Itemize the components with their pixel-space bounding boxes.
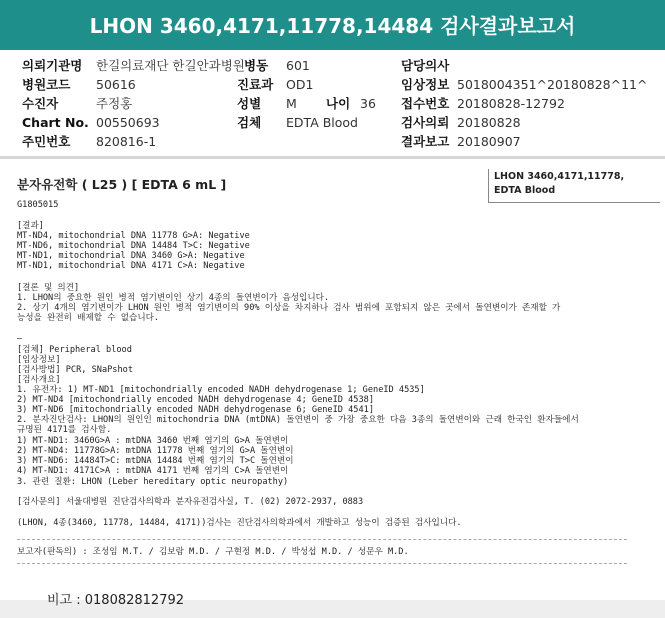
header-row-3 xyxy=(0,94,665,113)
label-doctor: 담당의사 xyxy=(401,58,450,73)
result-line: MT-ND6, mitochondrial DNA 14484 T>C: Negative xyxy=(17,241,250,251)
side-box-specimen: EDTA Blood xyxy=(494,185,556,196)
dashed-rule xyxy=(17,539,627,540)
header-row-4 xyxy=(0,113,665,132)
separator-dash: — xyxy=(17,334,23,344)
gene-line: 4) MT-ND1: 4171C>A : mtDNA 4171 번째 염기의 C>A 돌연변이 xyxy=(17,466,289,476)
result-header: [결과] xyxy=(17,221,44,231)
label-report-date: 결과보고 xyxy=(401,134,450,149)
value-clinical-info: 5018004351^20180828^11^ xyxy=(457,77,648,92)
value-ward: 601 xyxy=(286,58,310,73)
gene-line: 3. 관련 질환: LHON (Leber hereditary optic neuropathy) xyxy=(17,477,289,487)
remarks-note: 비고 : 018082812792 xyxy=(47,593,185,608)
value-report-date: 20180907 xyxy=(457,134,521,149)
value-hospital-code: 50616 xyxy=(96,77,136,92)
side-summary-box xyxy=(488,169,660,203)
side-box-test-name: LHON 3460,4171,11778, xyxy=(494,171,625,182)
label-department: 진료과 xyxy=(237,77,274,92)
value-specimen: EDTA Blood xyxy=(286,115,358,130)
header-row-1 xyxy=(0,56,665,75)
value-age: 36 xyxy=(360,96,376,111)
section-title: 분자유전학 ( L25 ) [ EDTA 6 mL ] xyxy=(17,177,227,192)
gene-line: 3) MT-ND6 [mitochondrially encoded NADH dehydrogenase 6; GeneID 4541] xyxy=(17,405,374,415)
label-specimen: 검체 xyxy=(237,115,262,130)
value-request-date: 20180828 xyxy=(457,115,521,130)
method-line: [검사방법] PCR, SNaPshot xyxy=(17,365,133,375)
gene-line: 2) MT-ND4 [mitochondrially encoded NADH dehydrogenase 4; GeneID 4538] xyxy=(17,395,374,405)
inquiry-line: [검사문의] 서울대병원 진단검사의학과 분자유전검사실, T. (02) 2072-2937, 0883 xyxy=(17,497,364,507)
clinical-line: [임상정보] xyxy=(17,355,61,365)
label-institution: 의뢰기관명 xyxy=(22,58,83,73)
gene-line: 1. 유전자: 1) MT-ND1 [mitochondrially encoded NADH dehydrogenase 1; GeneID 4535] xyxy=(17,385,425,395)
developed-line: (LHON, 4종(3460, 11778, 14484, 4171))검사는 진단검사의학과에서 개발하고 성능이 검증된 검사입니다. xyxy=(17,518,462,528)
gene-line: 규명된 4171를 검사함. xyxy=(17,425,112,435)
dashed-rule xyxy=(17,563,627,564)
value-patient: 주정홍 xyxy=(96,96,133,111)
value-receipt-number: 20180828-12792 xyxy=(457,96,565,111)
header-row-2 xyxy=(0,75,665,94)
gene-line: 2) MT-ND4: 11778G>A: mtDNA 11778 번째 염기의 G>A 돌연변이 xyxy=(17,446,294,456)
label-patient: 수진자 xyxy=(22,96,59,111)
patient-info-header xyxy=(0,50,665,156)
label-receipt-number: 접수번호 xyxy=(401,96,450,111)
opinion-header: [결론 및 의견] xyxy=(17,283,80,293)
opinion-line: 1. LHON의 중요한 원인 병적 염기변이인 상기 4종의 돌연변이가 음성입니다. xyxy=(17,293,330,303)
label-resident-number: 주민번호 xyxy=(22,134,71,149)
label-hospital-code: 병원코드 xyxy=(22,77,71,92)
label-chart-no: Chart No. xyxy=(22,115,89,130)
result-line: MT-ND1, mitochondrial DNA 4171 C>A: Negative xyxy=(17,261,245,271)
specimen-line: [검체] Peripheral blood xyxy=(17,345,132,355)
label-request-date: 검사의뢰 xyxy=(401,115,450,130)
result-line: MT-ND1, mitochondrial DNA 3460 G>A: Negative xyxy=(17,251,245,261)
header-row-5 xyxy=(0,132,665,151)
label-ward: 병동 xyxy=(244,58,269,73)
report-title: LHON 3460,4171,11778,14484 검사결과보고서 xyxy=(0,0,665,50)
sample-code: G1805015 xyxy=(17,200,59,210)
value-institution: 한길의료재단 한길안과병원 xyxy=(96,58,245,73)
report-body xyxy=(0,159,665,599)
label-sex: 성별 xyxy=(237,96,262,111)
gene-line: 2. 분자진단검사: LHON의 원인인 mitochondria DNA (mtDNA) 돌연변이 중 가장 중요한 다음 3종의 돌연변이와 근래 한국인 환자들에서 xyxy=(17,415,579,425)
label-age: 나이 xyxy=(326,96,351,111)
value-department: OD1 xyxy=(286,77,314,92)
result-line: MT-ND4, mitochondrial DNA 11778 G>A: Negative xyxy=(17,231,250,241)
opinion-line: 능성을 완전히 배제할 수 없습니다. xyxy=(17,313,160,323)
value-chart-no: 00550693 xyxy=(96,115,160,130)
reporters-line: 보고자(판독의) : 조성임 M.T. / 김보람 M.D. / 구현정 M.D. / 박성섭 M.D. / 성문우 M.D. xyxy=(17,547,409,557)
label-clinical-info: 임상정보 xyxy=(401,77,450,92)
value-resident-number: 820816-1 xyxy=(96,134,157,149)
value-sex: M xyxy=(286,96,297,111)
gene-line: 3) MT-ND6: 14484T>C: mtDNA 14484 번째 염기의 T>C 돌연변이 xyxy=(17,456,294,466)
opinion-line: 2. 상기 4개의 염기변이가 LHON 원인 병적 염기변이의 90% 이상을 차지하나 검사 범위에 포함되지 않은 곳에서 돌연변이가 존재할 가 xyxy=(17,303,561,313)
overview-line: [검사개요] xyxy=(17,375,61,385)
gene-line: 1) MT-ND1: 3460G>A : mtDNA 3460 번째 염기의 G>A 돌연변이 xyxy=(17,436,289,446)
